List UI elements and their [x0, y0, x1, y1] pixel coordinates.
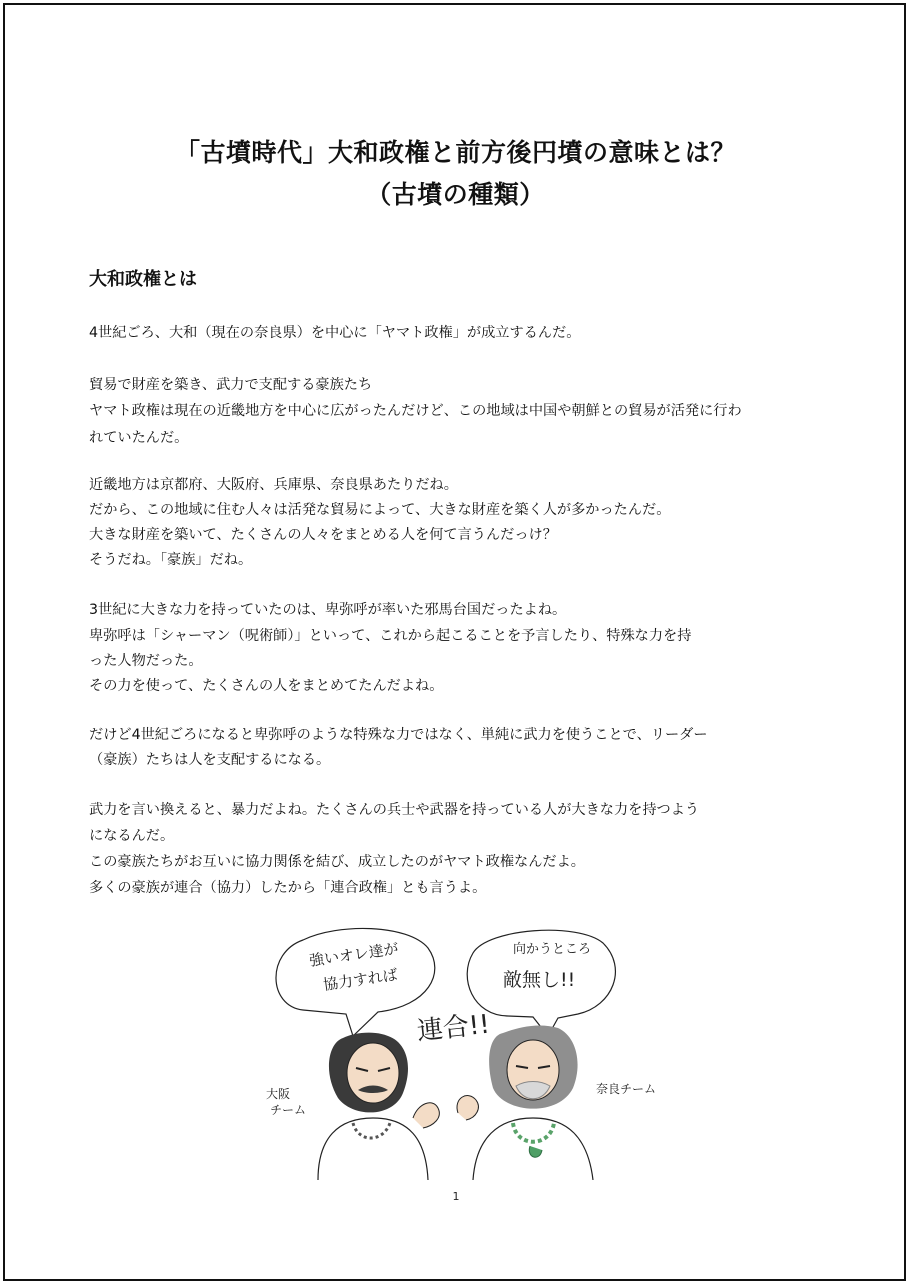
paragraph-line: った人物だった。: [89, 653, 203, 669]
right-bubble-text-2: 敵無し!!: [503, 969, 576, 991]
left-chieftain-figure: [318, 1033, 439, 1180]
paragraph-line: 4世紀ごろ、大和（現在の奈良県）を中心に「ヤマト政権」が成立するんだ。: [89, 325, 581, 341]
page-subtitle: （古墳の種類）: [366, 180, 545, 209]
page-number: 1: [452, 1190, 460, 1203]
page-title: 「古墳時代」大和政権と前方後円墳の意味とは？: [174, 138, 736, 167]
section-heading: 大和政権とは: [89, 269, 197, 290]
paragraph-line: 大きな財産を築いて、たくさんの人々をまとめる人を何て言うんだっけ？: [89, 527, 557, 543]
paragraph-line: この豪族たちがお互いに協力関係を結び、成立したのがヤマト政権なんだよ。: [89, 854, 585, 870]
right-team-label: 奈良チーム: [596, 1082, 657, 1096]
paragraph-line: 3世紀に大きな力を持っていたのは、卑弥呼が率いた邪馬台国だったよね。: [89, 602, 567, 618]
paragraph-line: その力を使って、たくさんの人をまとめてたんだよね。: [89, 678, 444, 694]
paragraph-line: （豪族）たちは人を支配するになる。: [89, 752, 331, 768]
paragraph-line: だけど4世紀ごろになると卑弥呼のような特殊な力ではなく、単純に武力を使うことで、リーダー: [89, 727, 708, 743]
left-team-label-2: チーム: [270, 1103, 307, 1117]
center-shout-text: 連合!!: [415, 1009, 492, 1047]
paragraph-line: になるんだ。: [89, 828, 175, 844]
paragraph-line: 近畿地方は京都府、大阪府、兵庫県、奈良県あたりだね。: [89, 477, 458, 493]
paragraph-line: そうだね。「豪族」だね。: [89, 552, 253, 568]
paragraph-line: だから、この地域に住む人々は活発な貿易によって、大きな財産を築く人が多かったんだ。: [89, 502, 671, 518]
illustration-two-chieftains: [258, 918, 658, 1180]
paragraph-line: 武力を言い換えると、暴力だよね。たくさんの兵士や武器を持っている人が大きな力を持つよう: [89, 802, 700, 818]
right-bubble-text-1: 向かうところ: [513, 942, 592, 957]
paragraph-line: 卑弥呼は「シャーマン（呪術師）」といって、これから起こることを予言したり、特殊な力を持: [89, 628, 692, 644]
paragraph-line: 貿易で財産を築き、武力で支配する豪族たち: [89, 377, 373, 393]
left-team-label-1: 大阪: [266, 1087, 291, 1101]
paragraph-line: 多くの豪族が連合（協力）したから「連合政権」とも言うよ。: [89, 880, 487, 896]
right-chieftain-figure: [457, 1025, 593, 1180]
paragraph-line: れていたんだ。: [89, 430, 189, 446]
paragraph-line: ヤマト政権は現在の近畿地方を中心に広がったんだけど、この地域は中国や朝鮮との貿易が活発に行わ: [89, 403, 742, 419]
left-bubble-text-1: 強いオレ達が: [308, 939, 400, 970]
left-bubble-text-2: 協力すれば: [322, 965, 399, 994]
